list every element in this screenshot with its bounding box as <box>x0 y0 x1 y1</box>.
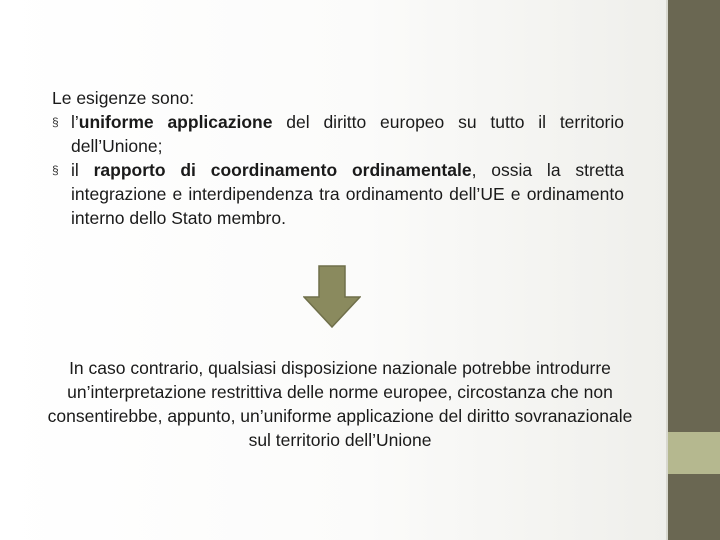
bullet-text: , ossia la stretta integrazione e interdipendenza tra ordinamento dell’UE e ordinamento interno dello Stato membro. <box>71 160 625 228</box>
slide-body <box>52 86 624 230</box>
bullet-prefix: il <box>71 160 94 180</box>
bullet-item <box>52 110 624 158</box>
down-arrow-icon <box>303 265 361 328</box>
bullet-text: del diritto europeo su tutto il territorio dell’Unione; <box>71 112 624 156</box>
bullet-marker: § <box>52 163 59 177</box>
conclusion-text: In caso contrario, qualsiasi disposizione nazionale potrebbe introdurre un’interpretazione restrittiva delle norme europee, circostanza che non consentirebbe, appunto, un’uniforme applicazione del diritto sovranazionale sul territorio dell’Unione <box>47 358 633 450</box>
decorative-sidebar <box>666 0 720 540</box>
bullet-prefix: l’ <box>71 112 79 132</box>
bullet-emphasis: uniforme applicazione <box>78 112 273 132</box>
bullet-emphasis: rapporto di coordinamento ordinamentale <box>93 160 472 180</box>
intro-text: Le esigenze sono: <box>52 88 195 108</box>
bullet-list <box>52 110 624 230</box>
bullet-marker: § <box>52 115 59 129</box>
sidebar-light-block <box>668 432 720 474</box>
bullet-item <box>52 158 624 230</box>
